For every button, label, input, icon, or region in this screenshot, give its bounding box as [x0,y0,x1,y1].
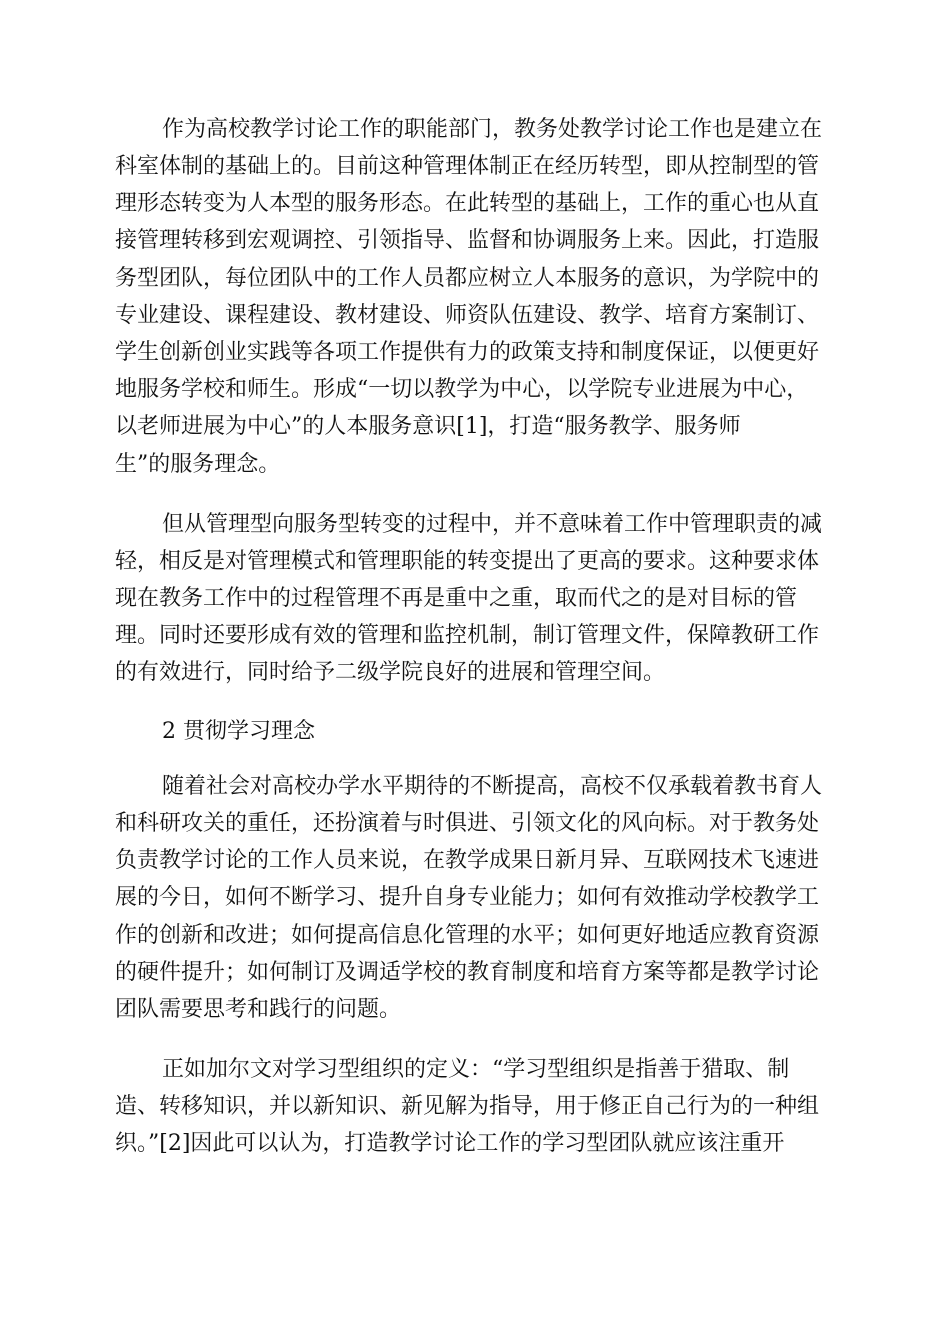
text-line: 地服务学校和师生。形成“一切以教学为中心，以学院专业进展为中心， [115,377,809,402]
text-line: 随着社会对高校办学水平期待的不断提高，高校不仅承载着教书育人 [162,774,823,799]
text-line: 但从管理型向服务型转变的过程中，并不意味着工作中管理职责的减 [162,512,823,537]
text-line: 现在教务工作中的过程管理不再是重中之重，取而代之的是对目标的管 [115,586,798,611]
text-line: 作为高校教学讨论工作的职能部门，教务处教学讨论工作也是建立在 [162,117,823,142]
text-line: 作的创新和改进；如何提高信息化管理的水平；如何更好地适应教育资源 [115,923,820,948]
text-line: 专业建设、课程建设、教材建设、师资队伍建设、教学、培育方案制订、 [115,303,820,328]
text-line: 轻，相反是对管理模式和管理职能的转变提出了更高的要求。这种要求体 [115,549,820,574]
text-line: 生”的服务理念。 [115,452,281,477]
text-line: 理。同时还要形成有效的管理和监控机制，制订管理文件，保障教研工作 [115,623,820,648]
text-line: 的硬件提升；如何制订及调适学校的教育制度和培育方案等都是教学讨论 [115,960,820,985]
section-heading: 2 贯彻学习理念 [162,719,315,744]
text-line: 正如加尔文对学习型组织的定义：“学习型组织是指善于猎取、制 [162,1057,790,1082]
text-line: 团队需要思考和践行的问题。 [115,997,402,1022]
text-line: 务型团队，每位团队中的工作人员都应树立人本服务的意识，为学院中的 [115,266,820,291]
text-line: 织。”[2]因此可以认为，打造教学讨论工作的学习型团队就应该注重开 [115,1131,785,1156]
text-line: 负责教学讨论的工作人员来说，在教学成果日新月异、互联网技术飞速进 [115,848,820,873]
text-line: 的有效进行，同时给予二级学院良好的进展和管理空间。 [115,660,666,685]
text-line: 造、转移知识，并以新知识、新见解为指导，用于修正自己行为的一种组 [115,1094,820,1119]
text-line: 以老师进展为中心”的人本服务意识[1]，打造“服务教学、服务师 [115,414,741,439]
text-line: 接管理转移到宏观调控、引领指导、监督和协调服务上来。因此，打造服 [115,228,820,253]
text-line: 科室体制的基础上的。目前这种管理体制正在经历转型，即从控制型的管 [115,154,820,179]
text-line: 理形态转变为人本型的服务形态。在此转型的基础上，工作的重心也从直 [115,191,820,216]
text-line: 和科研攻关的重任，还扮演着与时俱进、引领文化的风向标。对于教务处 [115,811,820,836]
text-line: 学生创新创业实践等各项工作提供有力的政策支持和制度保证，以便更好 [115,340,820,365]
text-line: 展的今日，如何不断学习、提升自身专业能力；如何有效推动学校教学工 [115,885,820,910]
